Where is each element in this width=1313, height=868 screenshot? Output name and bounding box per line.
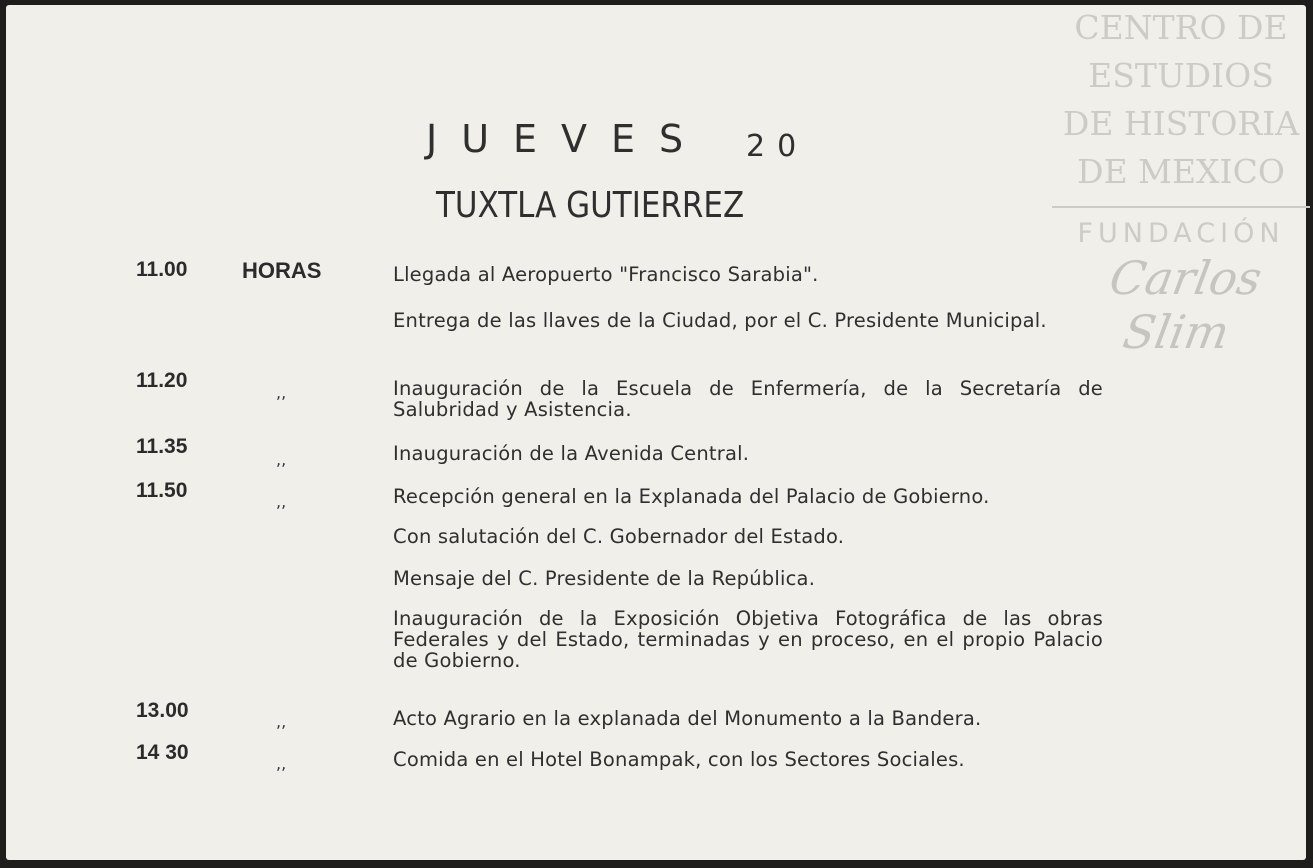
ditto-mark: ,, [276, 383, 287, 402]
archive-watermark [1052, 4, 1310, 359]
schedule-time: 13.00 [136, 699, 189, 722]
ditto-mark: ,, [276, 754, 287, 773]
schedule-item-text: Acto Agrario en la explanada del Monumento a la Bandera. [393, 707, 982, 730]
schedule-item-text: Llegada al Aeropuerto "Francisco Sarabia". [393, 263, 819, 286]
schedule-item-text: Comida en el Hotel Bonampak, con los Sectores Sociales. [393, 748, 965, 771]
ditto-mark: ,, [276, 712, 287, 731]
schedule-item-text: Entrega de las llaves de la Ciudad, por el C. Presidente Municipal. [393, 309, 1047, 332]
watermark-line: DE HISTORIA [1062, 104, 1300, 143]
watermark-foundation: FUNDACIÓN [1077, 218, 1285, 249]
schedule-time: 11.20 [136, 369, 188, 392]
day-number: 20 [746, 129, 809, 164]
schedule-unit-label: HORAS [242, 258, 322, 283]
schedule-time: 14 30 [136, 741, 189, 764]
city-heading: TUXTLA GUTIERREZ [436, 185, 745, 226]
ditto-mark: ,, [276, 492, 287, 511]
watermark-line: DE MEXICO [1077, 152, 1285, 191]
schedule-item-text: Recepción general en la Explanada del Palacio de Gobierno. [393, 485, 990, 508]
watermark-line: ESTUDIOS [1088, 56, 1274, 95]
ditto-mark: ,, [276, 450, 287, 469]
schedule-item-text: Con salutación del C. Gobernador del Estado. [393, 525, 845, 548]
watermark-signature: Carlos Slim [1105, 251, 1266, 359]
watermark-divider [1052, 206, 1310, 208]
schedule-item-text: Inauguración de la Avenida Central. [393, 442, 750, 465]
day-heading: JUEVES [426, 117, 708, 161]
watermark-line: CENTRO DE [1074, 8, 1288, 47]
schedule-time: 11.50 [136, 479, 188, 502]
schedule-time: 11.00 [136, 258, 188, 281]
schedule-item-text: Mensaje del C. Presidente de la República. [393, 567, 816, 590]
schedule-item-text: Inauguración de la Exposición Objetiva Fotográfica de las obras Federales y del Estado, terminadas y en proceso, en el propio Palacio de Gobierno. [393, 607, 1103, 672]
schedule-item-text: Inauguración de la Escuela de Enfermería, de la Secretaría de Salubridad y Asistencia. [393, 377, 1103, 421]
schedule-time: 11.35 [136, 435, 188, 458]
